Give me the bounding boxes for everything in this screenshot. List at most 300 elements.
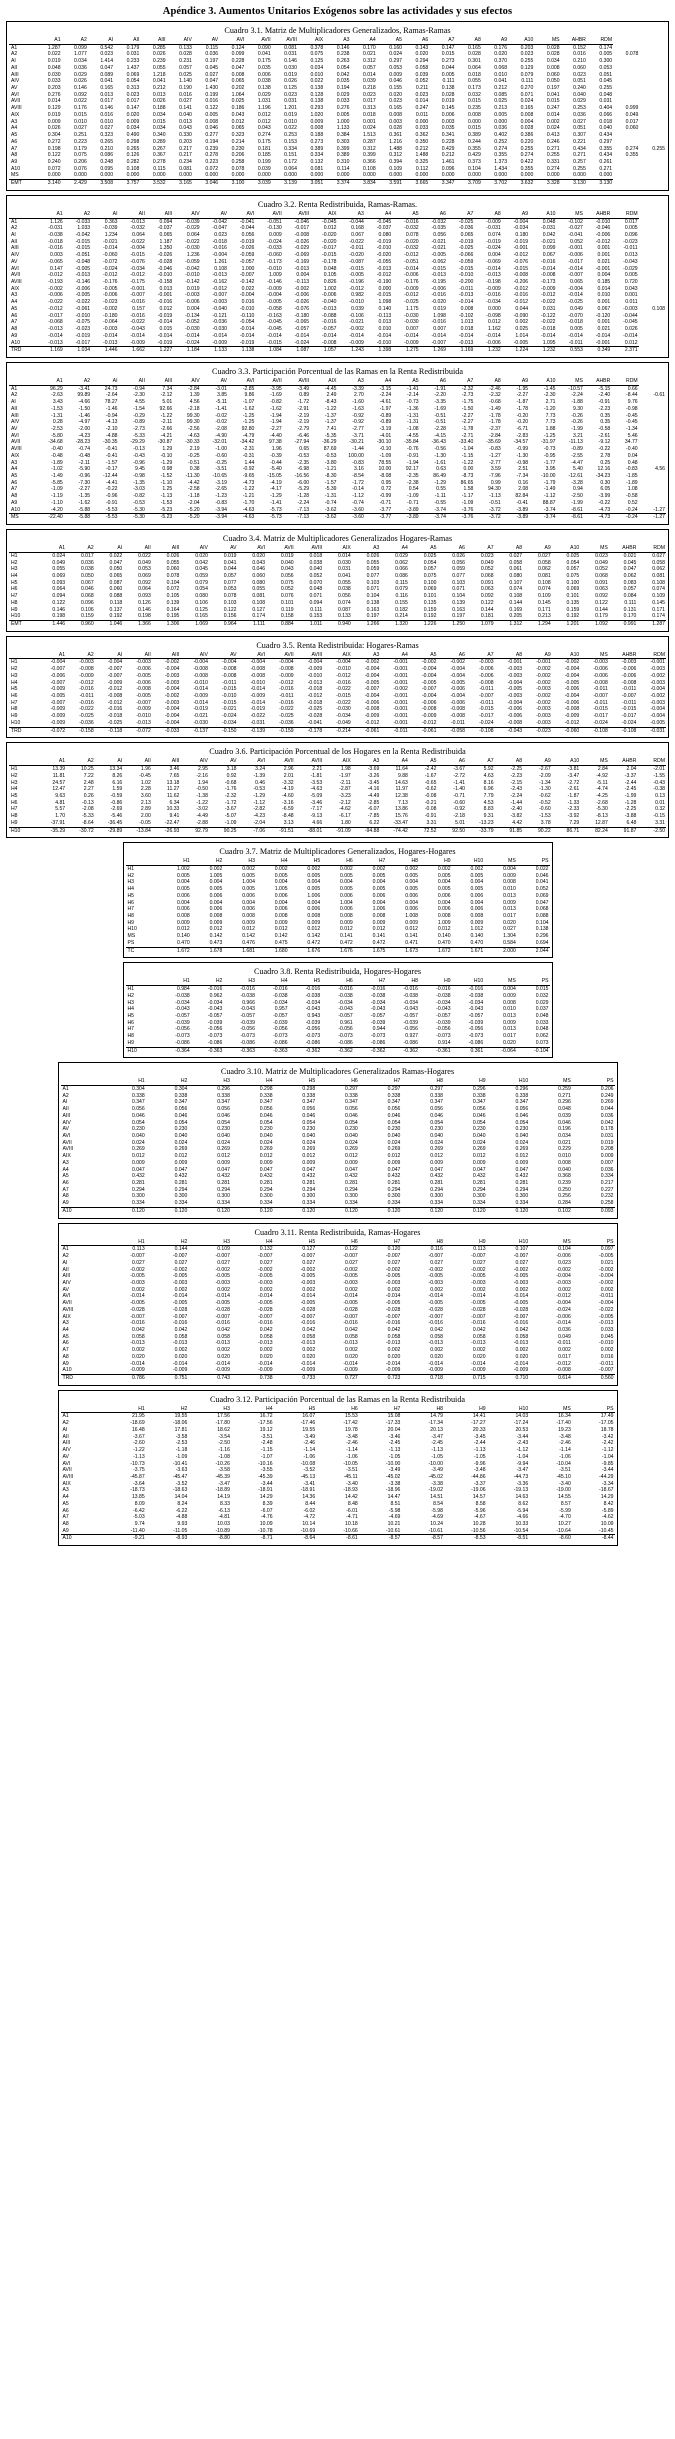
table-cell: -0.014 bbox=[103, 332, 118, 339]
table-cell: -0.021 bbox=[431, 238, 446, 245]
table-cell: -0.014 bbox=[193, 686, 208, 693]
table-cell: 0.009 bbox=[503, 992, 516, 999]
table-cell: -0.008 bbox=[450, 706, 465, 713]
table-cell: 0.026 bbox=[152, 98, 166, 105]
row-header: A3 bbox=[11, 292, 18, 299]
table-cell: 0.101 bbox=[280, 599, 294, 606]
table-cell: -1.06 bbox=[559, 1453, 571, 1460]
table-cell: 0.269 bbox=[302, 1146, 316, 1153]
table-cell: -0.028 bbox=[385, 1306, 401, 1313]
table-cell: -0.073 bbox=[175, 1033, 190, 1040]
table-cell: -0.028 bbox=[307, 713, 323, 720]
row-header: H3 bbox=[127, 999, 135, 1006]
table-cell: 0.004 bbox=[176, 879, 190, 886]
table-cell: -0.195 bbox=[431, 279, 446, 286]
table-cell: -0.007 bbox=[479, 693, 494, 700]
table-cell: -0.019 bbox=[376, 238, 392, 245]
table-cell: -0.001 bbox=[157, 292, 173, 299]
table-cell: -0.74 bbox=[324, 499, 337, 506]
table-cell: 0.212 bbox=[441, 152, 455, 159]
column-header: H9 bbox=[419, 858, 452, 865]
table-cell: -3.51 bbox=[215, 466, 227, 473]
table-cell: -0.014 bbox=[294, 332, 310, 339]
row-header: A5 bbox=[62, 1500, 69, 1507]
table-cell: -0.012 bbox=[48, 272, 63, 279]
table-cell: -10.65 bbox=[212, 473, 227, 480]
column-header: H4 bbox=[256, 978, 289, 985]
table-row bbox=[9, 766, 666, 773]
table-cell: 0.004 bbox=[372, 879, 386, 886]
table-cell: 1.005 bbox=[209, 872, 223, 879]
table-cell: 1.287 bbox=[637, 620, 666, 627]
table-cell: -3.44 bbox=[516, 1433, 529, 1440]
table-cell: 0.004 bbox=[437, 899, 451, 906]
column-header: MS bbox=[529, 1078, 572, 1085]
table-cell: -0.178 bbox=[295, 727, 324, 734]
table-cell: -0.014 bbox=[48, 332, 63, 339]
table-cell: -0.043 bbox=[338, 1006, 353, 1013]
table-cell: 0.015 bbox=[152, 118, 166, 125]
column-header: AI bbox=[95, 652, 124, 659]
row-header: H10 bbox=[11, 613, 21, 620]
table-cell: -0.006 bbox=[294, 292, 310, 299]
table-cell: 0.035 bbox=[441, 125, 455, 132]
table-cell: -5.11 bbox=[596, 779, 608, 786]
table-cell: -0.007 bbox=[428, 1313, 443, 1320]
table-cell: -0.363 bbox=[256, 1047, 289, 1054]
table-cell: 0.470 bbox=[176, 939, 190, 946]
table-cell: -0.24 bbox=[611, 514, 638, 521]
table-cell: 0.054 bbox=[515, 1119, 529, 1126]
column-header: H1 bbox=[103, 1406, 146, 1413]
column-header: AII bbox=[119, 211, 146, 218]
table-cell: 0.036 bbox=[205, 51, 219, 58]
table-cell: 1.004 bbox=[340, 899, 353, 906]
table-cell: 1.414 bbox=[100, 58, 114, 65]
table-cell: -1.14 bbox=[346, 1447, 358, 1454]
table-cell: 0.009 bbox=[387, 1159, 401, 1166]
column-header: A3 bbox=[352, 758, 381, 765]
table-cell: -3.47 bbox=[567, 772, 580, 779]
table-cell: 0.217 bbox=[179, 152, 192, 159]
table-cell: -0.073 bbox=[338, 1033, 353, 1040]
table-cell: 0.028 bbox=[546, 51, 560, 58]
table-cell: -0.056 bbox=[175, 1026, 190, 1033]
table-cell: -0.005 bbox=[75, 292, 91, 299]
table-cell: 8.58 bbox=[475, 1500, 486, 1507]
table-cell: -0.005 bbox=[136, 693, 151, 700]
row-header: AVI bbox=[11, 91, 19, 98]
table-cell: 0.109 bbox=[537, 593, 551, 600]
table-cell: -0.011 bbox=[450, 719, 465, 726]
table-cell: -1.21 bbox=[242, 493, 255, 500]
table-cell: -0.016 bbox=[240, 986, 255, 993]
table-cell: -1.20 bbox=[543, 405, 556, 412]
table-cell: 0.002 bbox=[217, 1286, 230, 1293]
table-cell: -7.96 bbox=[489, 473, 501, 480]
column-header: A6 bbox=[403, 37, 429, 44]
table-cell: -0.001 bbox=[507, 659, 523, 666]
table-cell: -4.73 bbox=[584, 514, 611, 521]
table-cell: 0.064 bbox=[52, 586, 66, 593]
table-cell: -1.09 bbox=[379, 452, 392, 459]
table-cell: -0.009 bbox=[79, 672, 94, 679]
table-cell: 0.057 bbox=[623, 586, 637, 593]
table-cell: -0.14 bbox=[352, 486, 364, 493]
row-header: AIV bbox=[62, 1447, 71, 1454]
table-cell: 0.174 bbox=[252, 613, 266, 620]
table-cell: -0.039 bbox=[468, 1019, 484, 1026]
row-header: A10 bbox=[61, 1535, 104, 1542]
table-cell: -0.005 bbox=[471, 1273, 486, 1280]
table-cell: 0.008 bbox=[176, 913, 190, 920]
table-cell: -45.39 bbox=[215, 1473, 230, 1480]
table-cell: -0.91 bbox=[105, 499, 118, 506]
table-cell: -0.035 bbox=[431, 225, 446, 232]
table-cell: -0.014 bbox=[239, 326, 255, 333]
table-row bbox=[61, 1187, 615, 1194]
table-cell: -6.17 bbox=[339, 813, 351, 820]
table-cell: -0.072 bbox=[103, 258, 118, 265]
table-cell: -0.073 bbox=[240, 1033, 255, 1040]
table-cell: -0.058 bbox=[437, 727, 466, 734]
row-header: TRD bbox=[61, 1375, 104, 1382]
table-cell: -0.002 bbox=[258, 1266, 273, 1273]
table-cell: 0.056 bbox=[472, 1106, 486, 1113]
table-cell: -0.023 bbox=[623, 238, 638, 245]
table-cell: 0.028 bbox=[468, 51, 481, 58]
table-cell: -0.009 bbox=[513, 1367, 529, 1374]
table-cell: -0.361 bbox=[419, 1047, 452, 1054]
table-cell: -0.024 bbox=[593, 719, 608, 726]
table-cell: -0.009 bbox=[428, 1367, 443, 1374]
table-cell: 0.188 bbox=[152, 105, 166, 112]
table-cell: 0.017 bbox=[503, 913, 516, 920]
table-cell: -0.17 bbox=[105, 466, 118, 473]
table-cell: -0.196 bbox=[349, 279, 364, 286]
table-cell: -1.78 bbox=[489, 412, 501, 419]
table-row bbox=[9, 480, 666, 487]
table-cell: 2.51 bbox=[518, 466, 529, 473]
table-cell: 16.07 bbox=[302, 1413, 316, 1420]
table-cell: 0.069 bbox=[566, 586, 580, 593]
table-cell: -0.008 bbox=[107, 693, 123, 700]
row-header: AII bbox=[62, 1106, 69, 1113]
table-cell: -2.32 bbox=[224, 792, 237, 799]
row-header: H1 bbox=[127, 986, 135, 993]
table-cell: -0.40 bbox=[626, 446, 638, 453]
column-header: AIX bbox=[298, 37, 324, 44]
table-cell: -5.29 bbox=[297, 486, 310, 493]
table-row bbox=[61, 1487, 615, 1494]
table-cell: 0.003 bbox=[50, 252, 63, 259]
table-cell: -0.042 bbox=[185, 265, 200, 272]
table-cell: 1.004 bbox=[242, 879, 255, 886]
table-cell: 0.039 bbox=[415, 71, 429, 78]
table-cell: 0.244 bbox=[468, 138, 481, 145]
corner-cell bbox=[61, 1078, 104, 1085]
table-cell: 0.008 bbox=[307, 913, 321, 920]
column-header: A3 bbox=[338, 211, 365, 218]
table-cell: -0.012 bbox=[130, 272, 145, 279]
table-cell: -0.072 bbox=[123, 727, 152, 734]
table-cell: -0.045 bbox=[322, 218, 337, 225]
table-cell: -0.86 bbox=[110, 799, 123, 806]
table-cell: 0.027 bbox=[503, 926, 516, 933]
table-cell: -0.057 bbox=[240, 1012, 255, 1019]
table-cell: -0.061 bbox=[352, 727, 381, 734]
table-cell: 0.98 bbox=[162, 466, 173, 473]
table-cell: -6.07 bbox=[260, 1507, 273, 1514]
table-cell: -0.92 bbox=[242, 466, 255, 473]
table-cell: -10.41 bbox=[172, 1460, 188, 1467]
table-cell: -4.01 bbox=[379, 432, 392, 439]
table-cell: 0.171 bbox=[537, 606, 551, 613]
table-cell: -0.113 bbox=[295, 279, 310, 286]
table-cell: 0.040 bbox=[599, 125, 613, 132]
table-cell: 96.29 bbox=[50, 385, 63, 392]
table-cell: 0.223 bbox=[74, 138, 87, 145]
table-cell: -2.53 bbox=[51, 425, 63, 432]
column-header: AHBR bbox=[609, 758, 638, 765]
table-cell: -0.070 bbox=[568, 312, 583, 319]
table-cell: 0.051 bbox=[573, 125, 586, 132]
table-cell: 0.334 bbox=[515, 1200, 529, 1207]
table-cell: -4.15 bbox=[434, 432, 446, 439]
table-cell: 82.24 bbox=[580, 827, 609, 834]
column-header: A10 bbox=[529, 211, 556, 218]
table-cell: -16.56 bbox=[294, 473, 310, 480]
table-cell: 0.009 bbox=[345, 1159, 358, 1166]
table-cell: 0.029 bbox=[535, 999, 549, 1006]
column-header: AVII bbox=[266, 652, 295, 659]
table-cell: -1.77 bbox=[543, 459, 556, 466]
table-cell: -1.99 bbox=[624, 792, 637, 799]
table-cell: 0.38 bbox=[189, 466, 200, 473]
table-cell: 0.143 bbox=[415, 44, 429, 51]
table-row bbox=[9, 713, 666, 720]
table-cell: -0.006 bbox=[75, 285, 91, 292]
table-cell: 0.389 bbox=[336, 152, 350, 159]
table-cell: 0.056 bbox=[345, 1106, 358, 1113]
table-cell: -17.46 bbox=[300, 1420, 316, 1427]
table-cell: 0.094 bbox=[52, 593, 66, 600]
table-cell: -0.034 bbox=[130, 265, 145, 272]
table-cell: -0.004 bbox=[421, 672, 437, 679]
table-cell: 3.95 bbox=[545, 466, 556, 473]
column-header: AVIII bbox=[295, 545, 324, 552]
table-cell: -5.11 bbox=[215, 399, 227, 406]
table-cell: 0.116 bbox=[395, 593, 408, 600]
table-cell: 0.020 bbox=[259, 1353, 273, 1360]
table-cell: 0.168 bbox=[351, 225, 364, 232]
table-cell: 0.108 bbox=[252, 599, 266, 606]
table-cell: -0.014 bbox=[541, 332, 556, 339]
table-cell: 24.57 bbox=[52, 779, 66, 786]
table-cell: -5.09 bbox=[310, 792, 323, 799]
table-cell: -2.53 bbox=[175, 1440, 188, 1447]
table-cell: 0.159 bbox=[423, 606, 437, 613]
table-cell: 3.632 bbox=[508, 180, 534, 187]
row-header: A6 bbox=[62, 1340, 69, 1347]
table-cell: -0.007 bbox=[107, 666, 123, 673]
table-cell: -0.031 bbox=[250, 719, 266, 726]
table-cell: 0.062 bbox=[535, 1033, 549, 1040]
table-cell: -5.90 bbox=[78, 466, 91, 473]
row-header: PS bbox=[127, 939, 135, 946]
table-cell: -0.013 bbox=[471, 1340, 486, 1347]
table-cell: 0.185 bbox=[597, 279, 611, 286]
table-cell: 0.017 bbox=[362, 98, 376, 105]
table-cell: -8.57 bbox=[359, 1535, 402, 1542]
table-cell: -0.200 bbox=[458, 279, 474, 286]
table-cell: 0.044 bbox=[600, 1106, 614, 1113]
table-cell: -3.72 bbox=[474, 514, 501, 521]
table-cell: 0.111 bbox=[521, 78, 534, 85]
table-cell: -0.004 bbox=[556, 1300, 571, 1307]
table-cell: 1.000 bbox=[241, 265, 255, 272]
table-cell: 0.281 bbox=[302, 1180, 316, 1187]
column-header: H3 bbox=[188, 1406, 231, 1413]
table-cell: 0.042 bbox=[387, 1327, 401, 1333]
table-cell: 0.047 bbox=[535, 899, 549, 906]
column-header: AV bbox=[201, 378, 228, 385]
row-header: H5 bbox=[11, 686, 18, 693]
table-cell: -4.71 bbox=[346, 1514, 358, 1521]
table-cell: -1.60 bbox=[352, 399, 364, 406]
table-cell: -0.038 bbox=[175, 992, 190, 999]
table-cell: -2.50 bbox=[218, 1440, 230, 1447]
table-cell: 8.62 bbox=[518, 1500, 529, 1507]
table-cell: 0.198 bbox=[52, 613, 66, 620]
row-header: AIV bbox=[11, 252, 20, 259]
table-cell: 0.276 bbox=[47, 91, 61, 98]
table-cell: -0.014 bbox=[568, 265, 583, 272]
table-cell: 0.111 bbox=[442, 78, 455, 85]
table-cell: -0.001 bbox=[595, 265, 611, 272]
table-cell: -3.94 bbox=[215, 506, 227, 513]
table-cell: -3.89 bbox=[516, 506, 529, 513]
table-cell: -3.64 bbox=[133, 1480, 145, 1487]
table-cell: 1.020 bbox=[310, 111, 324, 118]
table-cell: 0.058 bbox=[430, 1333, 443, 1340]
table-cell: -0.008 bbox=[479, 679, 494, 686]
table-cell: -29.89 bbox=[95, 827, 124, 834]
column-header: A6 bbox=[437, 758, 466, 765]
table-row bbox=[61, 1120, 615, 1127]
table-cell: -0.017 bbox=[75, 339, 91, 346]
table-cell: -0.019 bbox=[250, 706, 266, 713]
table-cell: 0.294 bbox=[131, 1186, 145, 1193]
table-cell: 0.017 bbox=[80, 552, 94, 559]
table-cell: 0.019 bbox=[433, 305, 446, 312]
table-cell: 0.047 bbox=[387, 1166, 401, 1173]
table-cell: 0.720 bbox=[624, 279, 638, 286]
table-cell: 0.984 bbox=[176, 986, 190, 993]
table-cell: 0.040 bbox=[259, 1133, 273, 1140]
table-cell: 0.341 bbox=[441, 132, 455, 139]
table-cell: -1.27 bbox=[653, 506, 665, 513]
table-cell: -0.206 bbox=[513, 279, 529, 286]
table-cell: 0.076 bbox=[74, 165, 87, 172]
column-header: AVI bbox=[219, 37, 245, 44]
table-cell: 0.108 bbox=[214, 265, 227, 272]
table-cell: 6.22 bbox=[369, 819, 380, 826]
table-cell: 0.281 bbox=[174, 1180, 188, 1187]
column-header: H4 bbox=[231, 1406, 274, 1413]
table-cell: 10.00 bbox=[378, 466, 392, 473]
table-row bbox=[9, 152, 666, 159]
table-row bbox=[9, 119, 666, 126]
column-header: RDM bbox=[637, 545, 666, 552]
table-cell: 10.33 bbox=[166, 806, 180, 813]
table-cell: -1.29 bbox=[434, 479, 446, 486]
table-cell: -0.009 bbox=[364, 713, 380, 720]
table-cell: -0.004 bbox=[556, 1273, 571, 1280]
table-cell: -3.46 bbox=[388, 1433, 401, 1440]
table-cell: -2.63 bbox=[51, 392, 63, 399]
table-cell: -0.012 bbox=[541, 292, 556, 299]
table-cell: 0.323 bbox=[100, 132, 114, 139]
table-cell: 0.214 bbox=[395, 613, 408, 620]
table-cell: -0.009 bbox=[50, 686, 66, 693]
table-cell: -0.007 bbox=[421, 686, 437, 693]
table-cell: -0.190 bbox=[376, 279, 392, 286]
table-cell: 1.662 bbox=[119, 347, 146, 354]
table-cell: -2.27 bbox=[78, 486, 91, 493]
table-cell: 0.002 bbox=[515, 319, 529, 326]
table-cell: 1.011 bbox=[295, 620, 324, 627]
table-cell: -0.086 bbox=[175, 1039, 190, 1046]
table-cell: -0.005 bbox=[258, 1273, 273, 1280]
column-header: H7 bbox=[354, 858, 387, 865]
table-cell: 0.012 bbox=[176, 926, 190, 933]
table-cell: 0.042 bbox=[131, 1327, 145, 1333]
table-cell: 0.004 bbox=[209, 899, 223, 906]
table-cell: 0.031 bbox=[542, 305, 556, 312]
table-cell: 0.000 bbox=[205, 172, 219, 179]
table-cell: -3.58 bbox=[175, 1433, 188, 1440]
table-cell: 0.052 bbox=[570, 238, 583, 245]
row-header: AI bbox=[11, 58, 16, 65]
table-cell: 0.006 bbox=[340, 892, 353, 899]
table-cell: -1.28 bbox=[297, 493, 310, 500]
table-cell: -0.001 bbox=[393, 659, 408, 666]
table-cell: 0.285 bbox=[152, 44, 166, 51]
table-cell: -0.009 bbox=[404, 285, 419, 292]
table-cell: -3.60 bbox=[352, 506, 364, 513]
row-header: AII bbox=[11, 238, 18, 245]
table-cell: 0.009 bbox=[209, 919, 223, 926]
table-cell: 0.300 bbox=[515, 1193, 529, 1200]
table-cell: 1.02 bbox=[140, 779, 151, 786]
table-cell: -0.016 bbox=[343, 1320, 358, 1327]
table-cell: -0.027 bbox=[568, 225, 583, 232]
table-cell: 0.015 bbox=[441, 51, 455, 58]
table-cell: 3.665 bbox=[403, 180, 429, 187]
table-cell: -3.77 bbox=[365, 514, 392, 521]
table-row bbox=[61, 1334, 615, 1341]
table-cell: 0.053 bbox=[223, 586, 237, 593]
table-cell: 0.169 bbox=[509, 606, 523, 613]
table-cell: -0.007 bbox=[513, 1253, 529, 1260]
row-header: AIII bbox=[11, 245, 19, 252]
table-cell: 0.13 bbox=[655, 792, 665, 799]
table-cell: 0.269 bbox=[174, 1146, 188, 1153]
table-cell: -3.76 bbox=[447, 514, 474, 521]
table-cell: -0.011 bbox=[79, 693, 94, 700]
table-cell: 0.230 bbox=[472, 1126, 486, 1133]
